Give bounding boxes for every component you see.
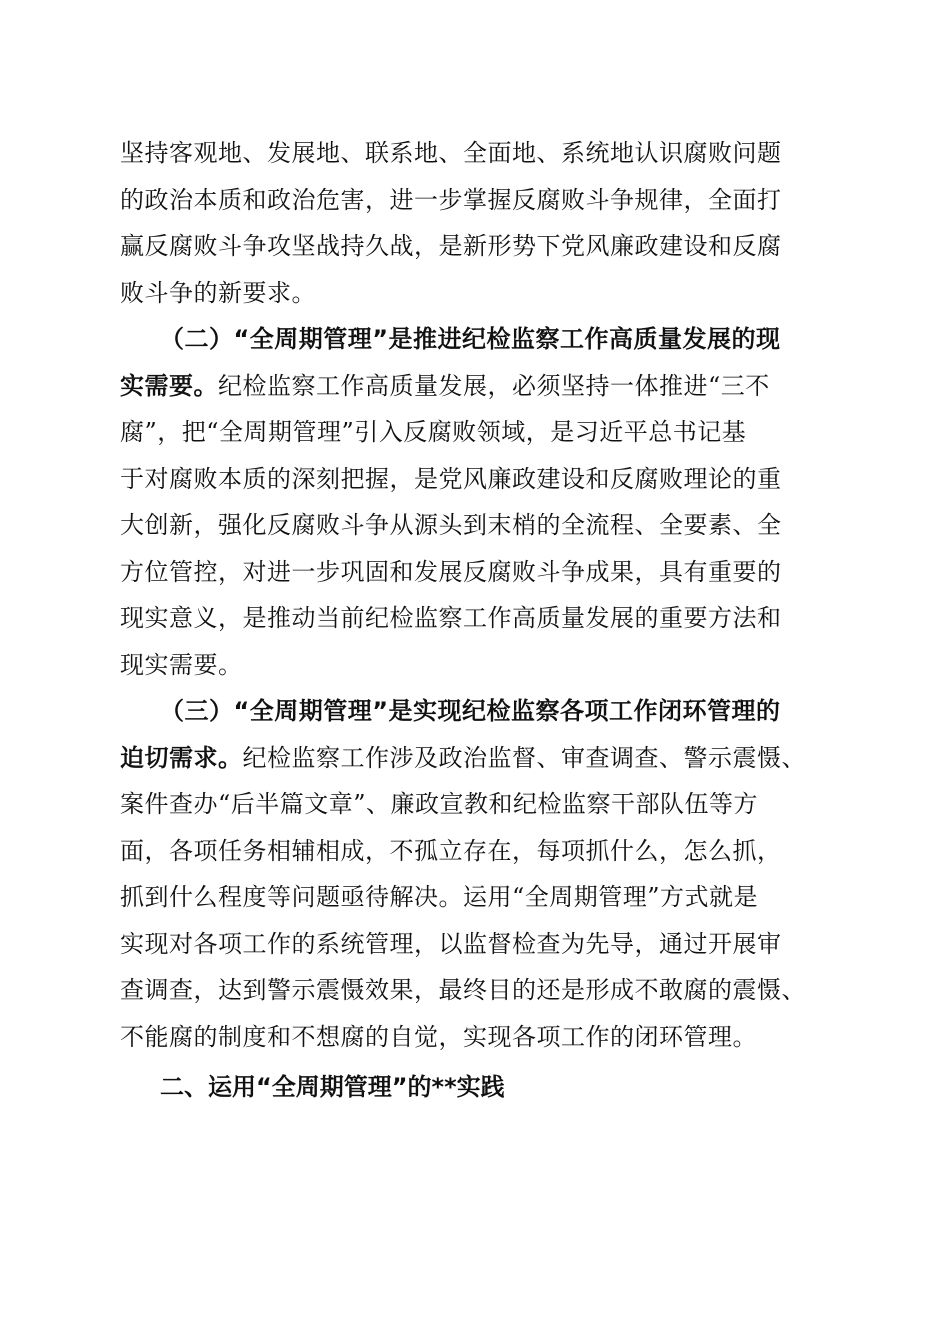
paragraph3-line-8: 不能腐的制度和不想腐的自觉，实现各项工作的闭环管理。 xyxy=(120,1022,757,1051)
paragraph3-line-3: 案件查办“后半篇文章”、廉政宣教和纪检监察干部队伍等方 xyxy=(120,790,759,818)
paragraph2-heading: （二）“全周期管理”是推进纪检监察工作高质量发展的现 xyxy=(160,325,781,353)
paragraph3-heading-end: 迫切需求。 xyxy=(120,743,243,772)
paragraph1-line-3: 赢反腐败斗争攻坚战持久战，是新形势下党风廉政建设和反腐 xyxy=(120,232,782,260)
paragraph2-line-5: 大创新，强化反腐败斗争从源头到末梢的全流程、全要素、全 xyxy=(120,511,782,539)
paragraph1-line-4: 败斗争的新要求。 xyxy=(120,278,316,307)
paragraph2-line-7: 现实意义，是推动当前纪检监察工作高质量发展的重要方法和 xyxy=(120,604,782,632)
paragraph3-line-7: 查调查，达到警示震慑效果，最终目的还是形成不敢腐的震慑、 xyxy=(120,976,806,1004)
paragraph3-heading: （三）“全周期管理”是实现纪检监察各项工作闭环管理的 xyxy=(160,697,781,725)
paragraph1-line-2: 的政治本质和政治危害，进一步掌握反腐败斗争规律，全面打 xyxy=(120,185,782,214)
paragraph2-line-2-text: 纪检监察工作高质量发展，必须坚持一体推进“三不 xyxy=(218,371,770,400)
paragraph2-line-6: 方位管控，对进一步巩固和发展反腐败斗争成果，具有重要的 xyxy=(120,557,782,586)
section-heading: 二、运用“全周期管理”的**实践 xyxy=(160,1073,505,1101)
paragraph3-line-5: 抓到什么程度等问题亟待解决。运用“全周期管理”方式就是 xyxy=(120,883,759,911)
paragraph2-line-3: 腐”，把“全周期管理”引入反腐败领域，是习近平总书记基 xyxy=(120,418,747,446)
paragraph2-line-2 xyxy=(120,371,830,401)
paragraph2-heading-end: 实需要。 xyxy=(120,371,218,400)
paragraph2-line-4: 于对腐败本质的深刻把握，是党风廉政建设和反腐败理论的重 xyxy=(120,464,782,493)
paragraph3-line-2 xyxy=(120,743,830,773)
paragraph3-line-2-text: 纪检监察工作涉及政治监督、审查调查、警示震慑、 xyxy=(242,743,806,772)
paragraph3-line-6: 实现对各项工作的系统管理，以监督检查为先导，通过开展审 xyxy=(120,929,782,958)
paragraph2-line-8: 现实需要。 xyxy=(120,650,243,679)
paragraph3-line-4: 面，各项任务相辅相成，不孤立存在，每项抓什么，怎么抓， xyxy=(120,836,782,865)
paragraph1-line-1: 坚持客观地、发展地、联系地、全面地、系统地认识腐败问题 xyxy=(120,139,782,167)
